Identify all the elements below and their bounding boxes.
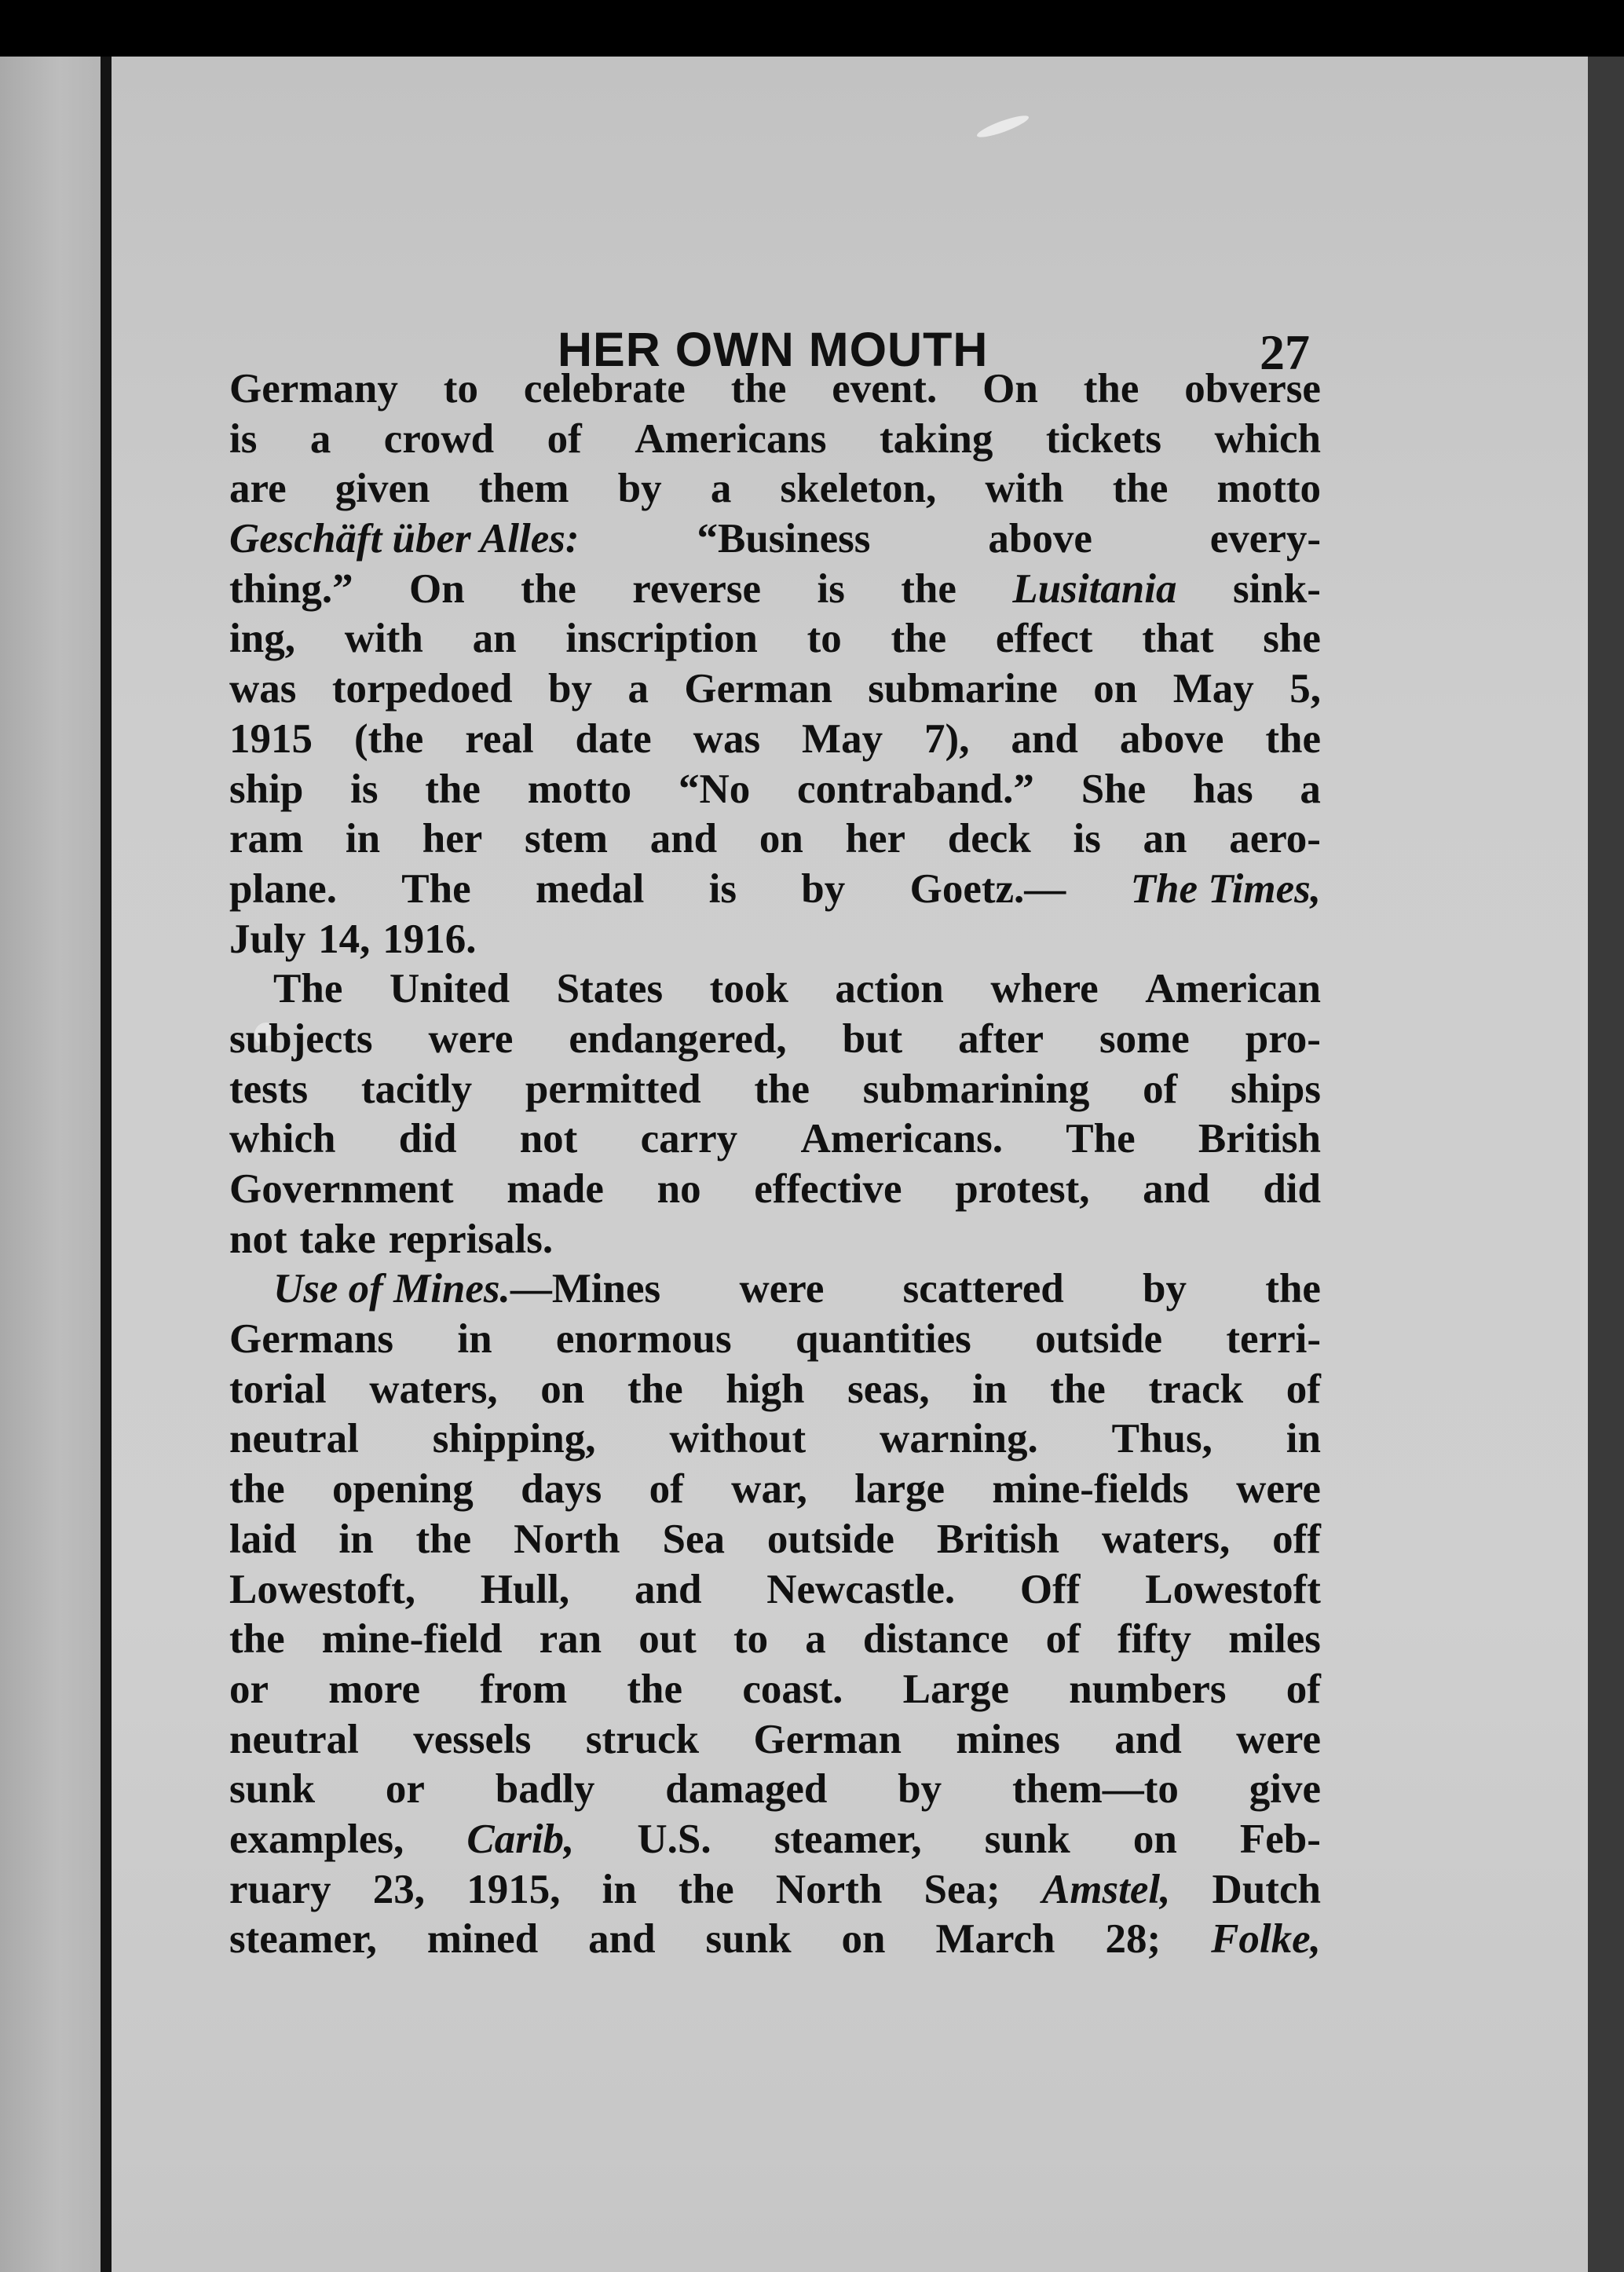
word: American — [1145, 966, 1321, 1012]
word: —Mines — [510, 1266, 661, 1312]
word: the — [627, 1666, 683, 1712]
word: mine-field — [321, 1616, 503, 1663]
word: tests — [229, 1066, 309, 1112]
word: German — [684, 666, 832, 712]
word: on — [841, 1916, 886, 1963]
gutter-line — [101, 57, 112, 2272]
word: the — [425, 766, 481, 812]
italic-phrase: Carib, — [466, 1816, 575, 1862]
word: medal — [535, 865, 645, 912]
text-line — [229, 1765, 1321, 1815]
word: which — [229, 1116, 336, 1162]
word: were — [1236, 1716, 1321, 1762]
word: were — [428, 1015, 514, 1062]
word: sunk — [705, 1916, 792, 1963]
word: on — [1132, 1816, 1177, 1862]
word: distance — [862, 1616, 1009, 1663]
text-line — [229, 1715, 1321, 1765]
word: examples, — [229, 1816, 404, 1862]
text-line — [229, 614, 1321, 664]
word: the — [229, 1466, 285, 1513]
word: were — [1236, 1466, 1321, 1513]
text-line — [229, 1215, 1321, 1265]
word: with — [344, 616, 423, 662]
text-line — [229, 715, 1321, 765]
word: damaged — [665, 1766, 828, 1813]
word: the — [678, 1866, 734, 1912]
text-line — [229, 464, 1321, 514]
word: “Business — [697, 516, 871, 562]
word: an — [1143, 816, 1187, 862]
word: ran — [539, 1616, 602, 1663]
word: ship — [229, 766, 304, 812]
word: (the — [353, 715, 424, 762]
word: Lowestoft — [1145, 1566, 1321, 1612]
word: scattered — [902, 1266, 1064, 1312]
italic-phrase: Amstel, — [1041, 1866, 1171, 1912]
word: or — [385, 1766, 425, 1813]
word: the — [627, 1366, 683, 1412]
word: on — [1093, 666, 1138, 712]
running-head: HER OWN MOUTH — [558, 323, 989, 376]
word: and — [1011, 715, 1078, 762]
word: motto — [1216, 466, 1321, 512]
word: quantities — [795, 1316, 971, 1363]
word: date — [575, 715, 652, 762]
word: an — [472, 616, 517, 662]
word: did — [1263, 1166, 1321, 1212]
word: above — [988, 516, 1092, 562]
word: but — [842, 1015, 903, 1062]
word: protest, — [955, 1166, 1090, 1212]
word: Government — [229, 1166, 454, 1212]
word: on — [759, 816, 803, 862]
word: and — [588, 1916, 656, 1963]
word: a — [805, 1616, 826, 1663]
word: every- — [1209, 516, 1321, 562]
text-line — [229, 1665, 1321, 1715]
word: did — [398, 1116, 457, 1162]
word: Dutch — [1212, 1866, 1321, 1912]
word: to — [807, 616, 842, 662]
text-line — [229, 1515, 1321, 1565]
word: endangered, — [569, 1015, 787, 1062]
word: them—to — [1011, 1766, 1179, 1813]
word: “No — [678, 766, 751, 812]
word: event. — [832, 366, 938, 412]
word: permitted — [525, 1066, 701, 1112]
word: 1916. — [382, 916, 477, 962]
text-line — [229, 1315, 1321, 1365]
word: warning. — [880, 1416, 1038, 1462]
text-line — [229, 664, 1321, 715]
word: were — [739, 1266, 825, 1312]
word: above — [1119, 715, 1224, 762]
word: from — [480, 1666, 568, 1712]
word: in — [345, 816, 381, 862]
word: crowd — [383, 415, 495, 462]
text-line — [229, 964, 1321, 1015]
word: May — [1172, 666, 1254, 712]
word: May — [802, 715, 883, 762]
word: fifty — [1117, 1616, 1192, 1663]
facing-page-edge — [0, 57, 101, 2272]
word: reprisals. — [388, 1216, 554, 1262]
word: 1915, — [466, 1866, 561, 1912]
word: and — [1143, 1166, 1210, 1212]
word: waters, — [1101, 1516, 1231, 1562]
text-line — [229, 1465, 1321, 1515]
word: by — [1143, 1266, 1187, 1312]
word: a — [1300, 766, 1321, 812]
word: not — [519, 1116, 578, 1162]
word: She — [1081, 766, 1147, 812]
word: sink- — [1232, 565, 1321, 612]
word: of — [649, 1466, 684, 1513]
word: sunk — [984, 1816, 1070, 1862]
word: ing, — [229, 616, 295, 662]
word: torial — [229, 1366, 327, 1412]
word: was — [229, 666, 297, 712]
word: the — [730, 366, 787, 412]
word: give — [1249, 1766, 1321, 1813]
word: British — [936, 1516, 1059, 1562]
word: high — [726, 1366, 805, 1412]
word: neutral — [229, 1716, 359, 1762]
text-line — [229, 1365, 1321, 1415]
word: Thus, — [1111, 1416, 1213, 1462]
word: steamer, — [774, 1816, 922, 1862]
word: mined — [426, 1916, 539, 1963]
word: Germans — [229, 1316, 394, 1363]
word: of — [1286, 1666, 1321, 1712]
word: sunk — [229, 1766, 316, 1813]
word: in — [338, 1516, 374, 1562]
word: subjects — [229, 1015, 373, 1062]
word: On — [409, 565, 465, 612]
page-blemish — [975, 112, 1031, 141]
word: the — [1050, 1366, 1106, 1412]
word: Americans — [635, 415, 827, 462]
word: her — [422, 816, 483, 862]
word: submarining — [862, 1066, 1090, 1112]
text-line — [229, 814, 1321, 865]
word: On — [982, 366, 1038, 412]
word: has — [1192, 766, 1253, 812]
word: in — [972, 1366, 1008, 1412]
word: of — [547, 415, 582, 462]
word: with — [985, 466, 1064, 512]
word: taking — [880, 415, 993, 462]
text-line — [229, 1615, 1321, 1665]
word: the — [1083, 366, 1139, 412]
word: some — [1099, 1015, 1190, 1062]
page-edge-shadow — [1588, 57, 1624, 2272]
text-line — [229, 1414, 1321, 1465]
word: her — [845, 816, 906, 862]
text-line — [229, 1915, 1321, 1965]
text-line — [229, 364, 1321, 415]
word: thing.” — [229, 565, 353, 612]
word: more — [328, 1666, 421, 1712]
word: she — [1263, 616, 1321, 662]
word: reverse — [632, 565, 762, 612]
italic-phrase: Lusitania — [1012, 565, 1177, 612]
page-number: 27 — [1260, 324, 1310, 380]
text-line — [229, 1065, 1321, 1115]
word: deck — [947, 816, 1031, 862]
word: waters, — [369, 1366, 498, 1412]
word: 14, — [318, 916, 371, 962]
word: real — [465, 715, 534, 762]
word: contraband.” — [797, 766, 1034, 812]
word: large — [854, 1466, 946, 1513]
word: pro- — [1245, 1015, 1321, 1062]
word: seas, — [847, 1366, 930, 1412]
word: and — [1114, 1716, 1182, 1762]
word: made — [507, 1166, 604, 1212]
word: Americans. — [800, 1116, 1004, 1162]
word: on — [540, 1366, 585, 1412]
word: the — [229, 1616, 285, 1663]
word: by — [898, 1766, 942, 1813]
word: effective — [754, 1166, 902, 1212]
word: outside — [1035, 1316, 1163, 1363]
word: ruary — [229, 1866, 331, 1912]
word: British — [1198, 1116, 1321, 1162]
word: mine-fields — [992, 1466, 1189, 1513]
word: took — [709, 966, 788, 1012]
word: of — [1286, 1366, 1321, 1412]
word: Off — [1019, 1566, 1081, 1612]
word: shipping, — [432, 1416, 596, 1462]
word: are — [229, 466, 287, 512]
word: by — [801, 865, 846, 912]
word: of — [1045, 1616, 1081, 1663]
word: struck — [585, 1716, 700, 1762]
word: Newcastle. — [766, 1566, 956, 1612]
word: was — [693, 715, 761, 762]
word: outside — [766, 1516, 894, 1562]
word: badly — [495, 1766, 595, 1813]
word: given — [335, 466, 430, 512]
word: enormous — [555, 1316, 732, 1363]
word: 1915 — [229, 715, 313, 762]
word: the — [521, 565, 576, 612]
word: the — [415, 1516, 472, 1562]
word: days — [521, 1466, 602, 1513]
word: in — [457, 1316, 492, 1363]
word: carry — [640, 1116, 738, 1162]
text-line — [229, 1865, 1321, 1915]
word: stem — [525, 816, 608, 862]
word: North — [775, 1866, 883, 1912]
word: Feb- — [1239, 1816, 1321, 1862]
word: by — [548, 666, 592, 712]
word: the — [754, 1066, 810, 1112]
word: is — [708, 865, 737, 912]
word: where — [990, 966, 1099, 1012]
word: out — [638, 1616, 697, 1663]
text-line — [229, 415, 1321, 465]
word: Germany — [229, 366, 398, 412]
word: terri- — [1226, 1316, 1321, 1363]
text-line — [229, 1264, 1321, 1315]
word: a — [627, 666, 649, 712]
word: neutral — [229, 1416, 359, 1462]
word: is — [229, 415, 258, 462]
word: action — [835, 966, 944, 1012]
italic-phrase: The Times, — [1130, 865, 1321, 912]
italic-phrase: Folke, — [1211, 1916, 1321, 1963]
word: a — [309, 415, 331, 462]
word: 5, — [1289, 666, 1321, 712]
text-line — [229, 915, 1321, 965]
word: aero- — [1229, 816, 1321, 862]
word: celebrate — [523, 366, 686, 412]
word: tickets — [1045, 415, 1162, 462]
word: by — [617, 466, 662, 512]
word: after — [958, 1015, 1044, 1062]
word: Sea; — [924, 1866, 1000, 1912]
word: of — [1143, 1066, 1178, 1112]
word: Sea — [662, 1516, 725, 1562]
word: miles — [1228, 1616, 1321, 1663]
word: off — [1272, 1516, 1321, 1562]
word: and — [649, 816, 718, 862]
word: them — [478, 466, 569, 512]
word: the — [1112, 466, 1169, 512]
word: ram — [229, 816, 304, 862]
italic-phrase: Geschäft über Alles: — [229, 516, 580, 562]
word: the — [891, 616, 947, 662]
word: take — [299, 1216, 376, 1262]
word: North — [514, 1516, 620, 1562]
word: plane. — [229, 865, 337, 912]
word: Lowestoft, — [229, 1566, 415, 1612]
word: that — [1142, 616, 1214, 662]
word: obverse — [1184, 366, 1321, 412]
word: vessels — [413, 1716, 532, 1762]
word: to — [443, 366, 478, 412]
text-line — [229, 565, 1321, 615]
text-line — [229, 1815, 1321, 1865]
word: Hull, — [480, 1566, 570, 1612]
word: without — [669, 1416, 807, 1462]
word: Goetz.— — [909, 865, 1066, 912]
text-line — [229, 514, 1321, 565]
word: mines — [956, 1716, 1060, 1762]
text-line — [229, 1015, 1321, 1065]
text-line — [229, 1165, 1321, 1215]
word: States — [556, 966, 664, 1012]
word: The — [1066, 1116, 1136, 1162]
word: in — [1286, 1416, 1321, 1462]
word: effect — [995, 616, 1093, 662]
word: United — [389, 966, 510, 1012]
word: the — [1265, 1266, 1321, 1312]
word: U.S. — [637, 1816, 711, 1862]
text-line — [229, 765, 1321, 815]
word: submarine — [868, 666, 1058, 712]
word: The — [273, 966, 343, 1012]
word: Large — [902, 1666, 1010, 1712]
word: torpedoed — [331, 666, 513, 712]
word: German — [753, 1716, 902, 1762]
word: opening — [332, 1466, 474, 1513]
word: the — [1265, 715, 1321, 762]
word: skeleton, — [780, 466, 937, 512]
text-line — [229, 1565, 1321, 1615]
word: motto — [527, 766, 632, 812]
word: war, — [731, 1466, 807, 1513]
word: July — [229, 916, 306, 962]
text-line — [229, 865, 1321, 915]
word: coast. — [742, 1666, 843, 1712]
word: laid — [229, 1516, 297, 1562]
word: and — [634, 1566, 702, 1612]
word: The — [401, 865, 471, 912]
word: a — [710, 466, 732, 512]
word: no — [657, 1166, 701, 1212]
word: not — [229, 1216, 287, 1262]
word: to — [733, 1616, 769, 1663]
word: is — [350, 766, 379, 812]
word: 28; — [1105, 1916, 1161, 1963]
text-line — [229, 1114, 1321, 1165]
word: track — [1148, 1366, 1244, 1412]
word: is — [817, 565, 845, 612]
word: is — [1073, 816, 1101, 862]
body-text — [229, 364, 1321, 1965]
section-heading-italic: Use of Mines. — [273, 1266, 510, 1312]
word: inscription — [565, 616, 758, 662]
word: or — [229, 1666, 269, 1712]
word: 23, — [372, 1866, 425, 1912]
word: ships — [1231, 1066, 1321, 1112]
word: 7), — [924, 715, 970, 762]
word: numbers — [1069, 1666, 1227, 1712]
word: steamer, — [229, 1916, 377, 1963]
word: tacitly — [360, 1066, 473, 1112]
word: which — [1214, 415, 1321, 462]
word: in — [602, 1866, 637, 1912]
word: March — [935, 1916, 1055, 1963]
word: the — [901, 565, 956, 612]
page-header — [112, 292, 1588, 380]
